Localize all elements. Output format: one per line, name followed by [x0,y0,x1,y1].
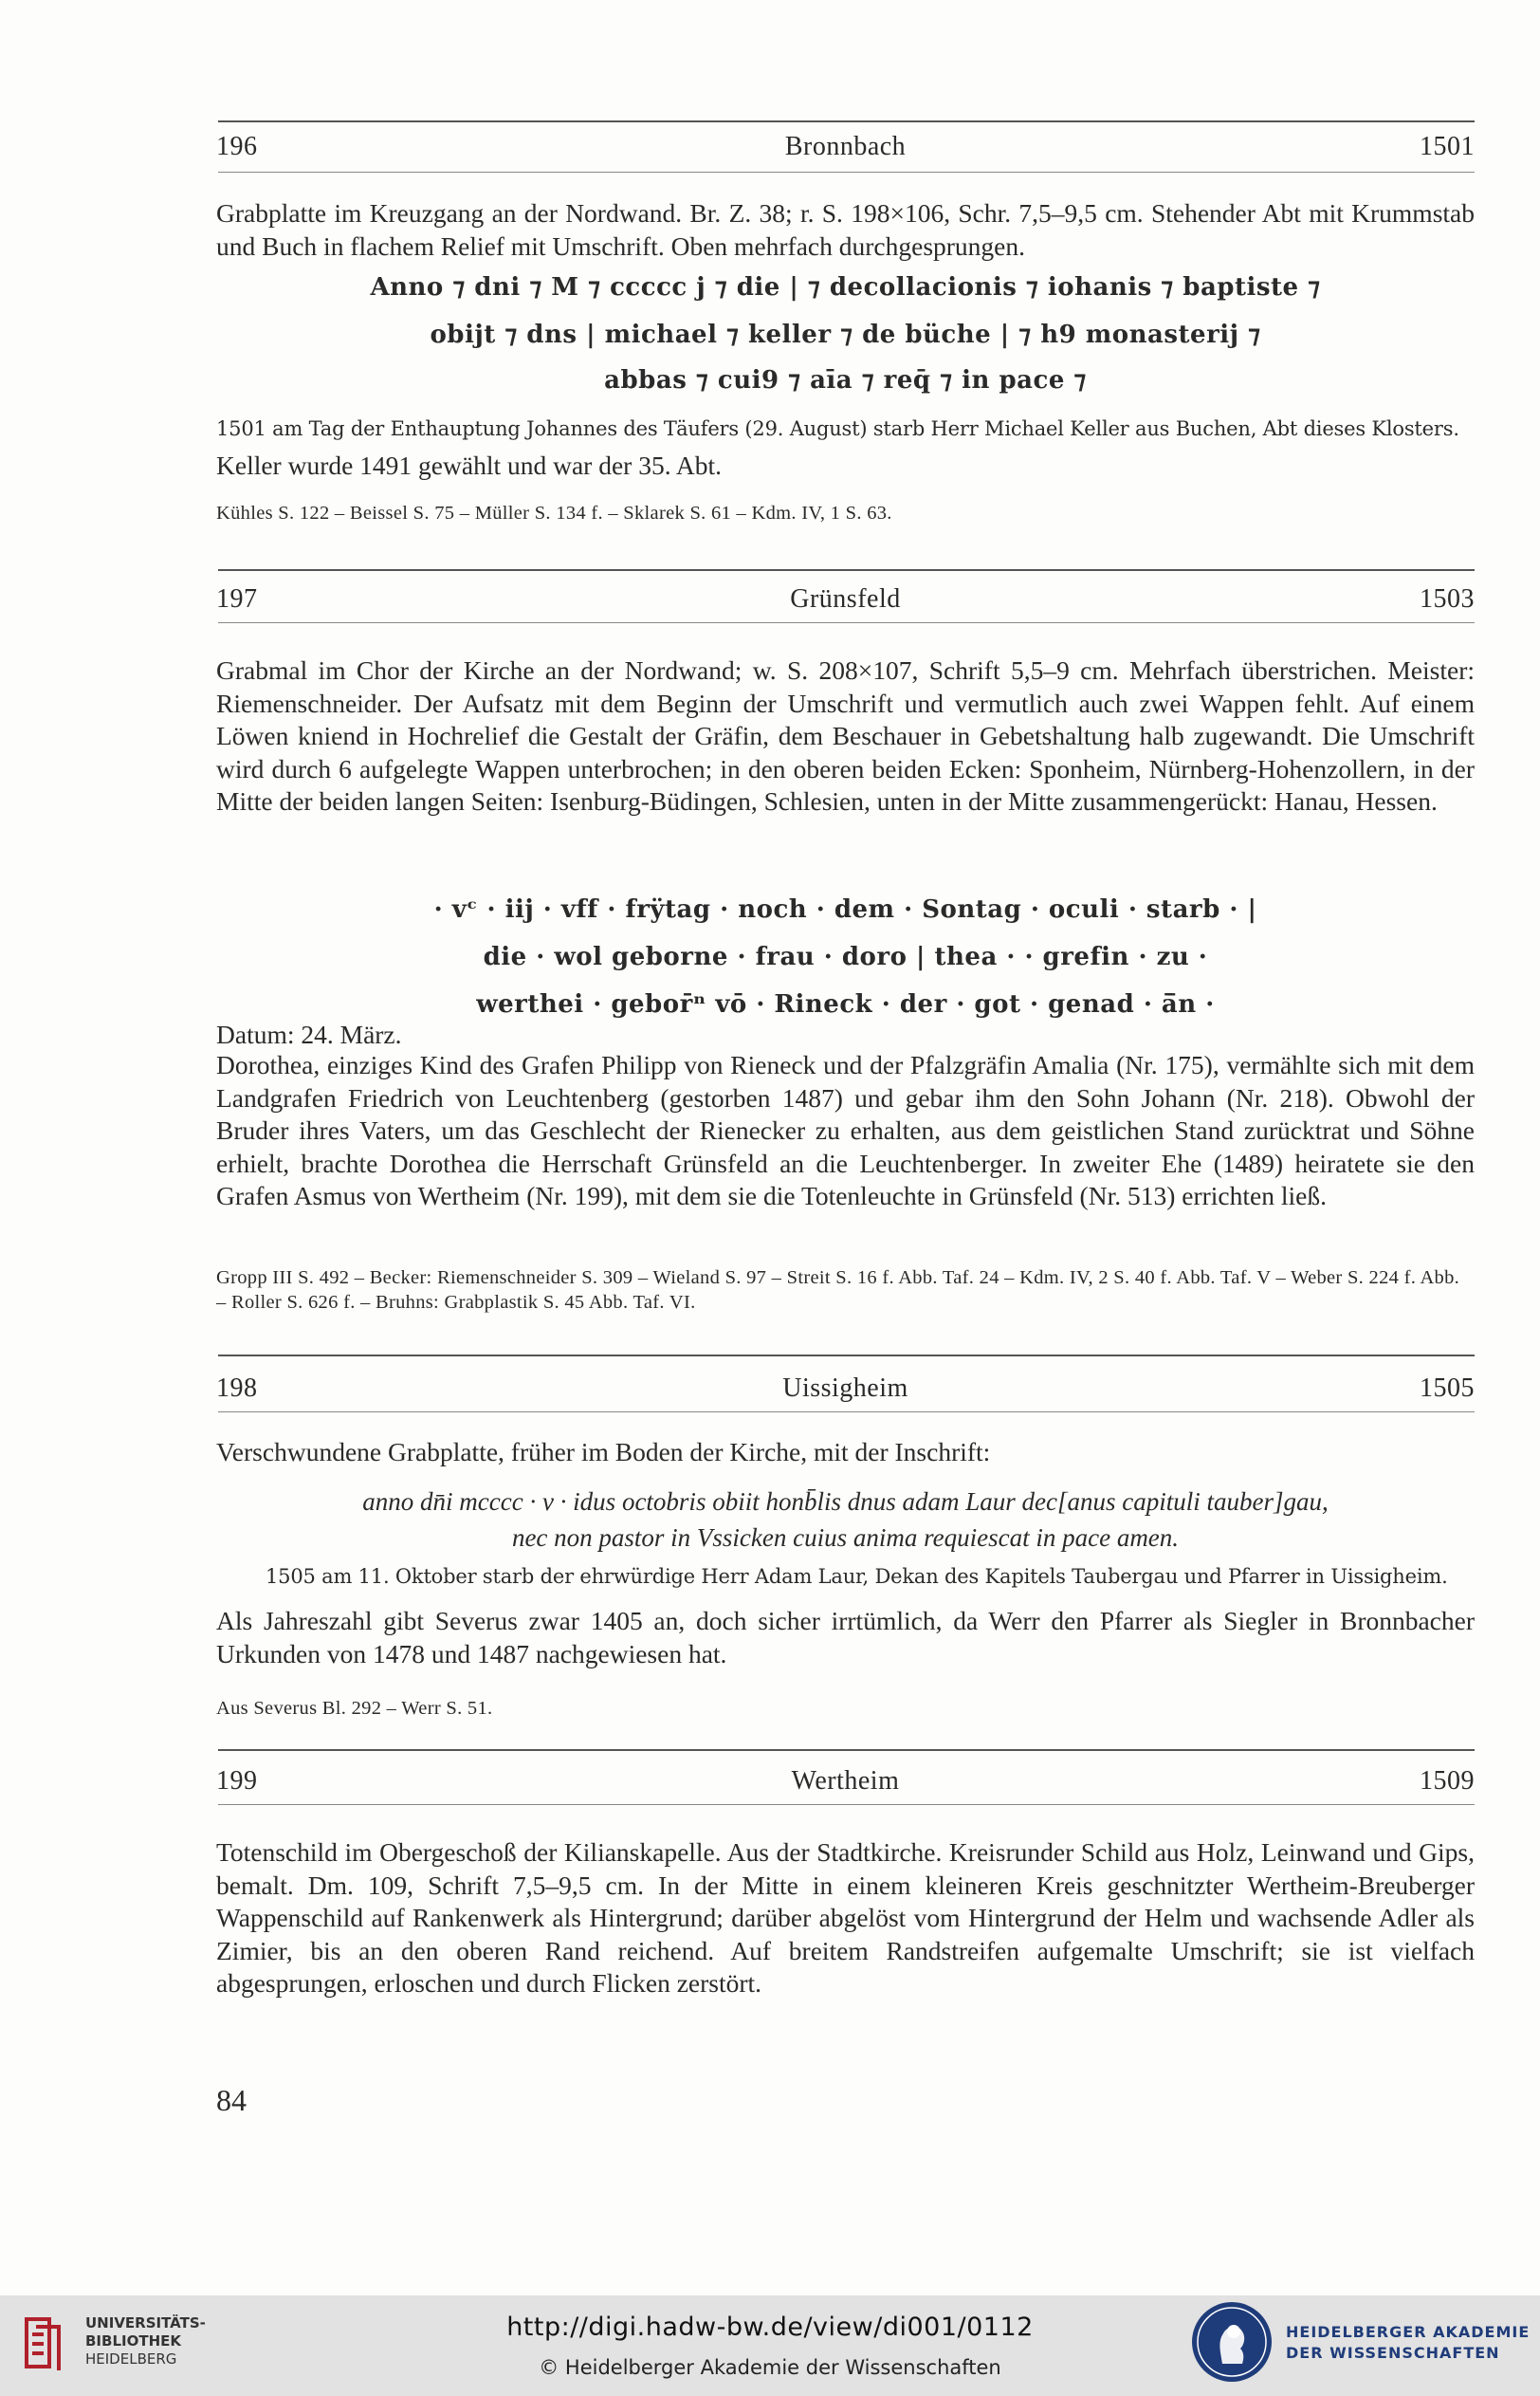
entry-description: Totenschild im Obergeschoß der Kilianskapelle. Aus der Stadtkirche. Kreisrunder Schild aus Holz, Leinwand und Gips, bemalt. Dm. 109, Schrift 7,5–9,5 cm. In der Mitte in einem kleineren Kreis geschnitzter Wertheim-Breuberger Wappenschild auf Rankenwerk als Hintergrund; darüber abgelöst vom Hintergrund der Helm und wachsende Adler als Zimier, bis an den oberen Rand reichend. Auf breitem Randstreifen aufgemalte Umschrift; sie ist vielfach abgesprungen, erloschen und durch Flicken zerstört. [216,1837,1475,1998]
academy-name: HEIDELBERGER AKADEMIE DER WISSENSCHAFTEN [1286,2323,1531,2362]
literature-references: Kühles S. 122 – Beissel S. 75 – Müller S. 134 f. – Sklarek S. 61 – Kdm. IV, 1 S. 63. [216,503,892,524]
entry-note: Keller wurde 1491 gewählt und war der 35. Abt. [216,451,723,480]
inscription-translation: 1501 am Tag der Enthauptung Johannes des Täufers (29. August) starb Herr Michael Keller aus Buchen, Abt dieses Klosters. [216,417,1459,440]
page-number: 84 [216,2083,247,2117]
section-rule [218,1804,1475,1805]
entry-year: 1509 [1420,1766,1475,1796]
entry-number: 199 [216,1766,258,1796]
inscription-line: abbas ⁊ cui9 ⁊ aīa ⁊ req̄ ⁊ in pace ⁊ [604,366,1087,395]
entry-number: 198 [216,1373,258,1403]
section-rule [218,120,1475,122]
entry-year: 1505 [1420,1373,1475,1403]
inscription-line: die · wol geborne · frau · doro | thea · · grefin · zu · [483,943,1208,971]
entry-year: 1503 [1420,584,1475,614]
inscription-translation: 1505 am 11. Oktober starb der ehrwürdige Herr Adam Laur, Dekan des Kapitels Taubergau und Pfarrer in Uissigheim. [266,1565,1448,1588]
entry-description: Verschwundene Grabplatte, früher im Boden der Kirche, mit der Inschrift: [216,1437,991,1466]
section-rule [218,1411,1475,1412]
entry-place: Bronnbach [784,132,907,161]
university-library-logo-icon[interactable] [17,2312,74,2374]
university-library-name: UNIVERSITÄTS- BIBLIOTHEK HEIDELBERG [85,2314,206,2368]
section-rule [218,622,1475,623]
entry-year: 1501 [1420,132,1475,161]
inscription-line: werthei · gebor̄ⁿ vō · Rineck · der · got · genad · ā̄n · [476,990,1215,1019]
section-rule [218,1355,1475,1356]
entry-number: 197 [216,584,258,614]
latin-inscription-line: nec non pastor in Vssicken cuius anima requiescat in pace amen. [511,1523,1180,1552]
copyright-notice: © Heidelberger Akademie der Wissenschaften [539,2356,1001,2379]
literature-references: Aus Severus Bl. 292 – Werr S. 51. [216,1698,493,1719]
entry-body: Dorothea, einziges Kind des Grafen Philipp von Rieneck und der Pfalzgräfin Amalia (Nr. 175), vermählte sich mit dem Landgrafen Friedrich von Leuchtenberg (gestorben 1487) und gebar ihm den Sohn Johann (Nr. 218). Obwohl der Bruder ihres Vaters, um das Geschlecht der Rienecker zu erhalten, aus dem geistlichen Stand zurücktrat und Söhne erhielt, brachte Dorothea die Herrschaft Grünsfeld an die Leuchtenberger. In zweiter Ehe (1489) heiratete sie den Grafen Asmus von Wertheim (Nr. 199), mit dem sie die Totenleuchte in Grünsfeld (Nr. 513) errichten ließ. [216,1050,1475,1210]
literature-references: Gropp III S. 492 – Becker: Riemenschneider S. 309 – Wieland S. 97 – Streit S. 16 f. Abb. Taf. 24 – Kdm. IV, 2 S. 40 f. Abb. Taf. V – Weber S. 224 f. Abb. – Roller S. 626 f. – Bruhns: Grabplastik S. 45 Abb. Taf. VI. [216,1267,1460,1313]
entry-place: Wertheim [791,1766,900,1796]
inscription-date: Datum: 24. März. [216,1020,402,1049]
section-rule [218,569,1475,571]
entry-place: Uissigheim [782,1373,908,1403]
section-rule [218,1749,1475,1751]
entry-description: Grabplatte im Kreuzgang an der Nordwand. Br. Z. 38; r. S. 198×106, Schr. 7,5–9,5 cm. Stehender Abt mit Krummstab und Buch in flachem Relief mit Umschrift. Oben mehrfach durchgesprungen. [216,198,1475,261]
entry-description: Grabmal im Chor der Kirche an der Nordwand; w. S. 208×107, Schrift 5,5–9 cm. Mehrfach überstrichen. Meister: Riemenschneider. Der Aufsatz mit dem Beginn der Umschrift und vermutlich auch zwei Wappen fehlt. Auf einem Löwen kniend in Hochrelief die Gestalt der Gräfin, dem Beschauer in Gebetshaltung halb zugewandt. Die Umschrift wird durch 6 aufgelegte Wappen unterbrochen; in den oberen beiden Ecken: Sponheim, Nürnberg-Hohenzollern, in der Mitte der beiden langen Seiten: Isenburg-Büdingen, Schlesien, unten in der Mitte zusammengerückt: Hanau, Hessen. [216,655,1475,816]
inscription-line: · vᶜ · iij · vff · frÿtag · noch · dem · Sontag · oculi · starb · | [433,895,1257,924]
entry-number: 196 [216,132,258,161]
entry-body: Als Jahreszahl gibt Severus zwar 1405 an, doch sicher irrtümlich, da Werr den Pfarrer als Siegler in Bronnbacher Urkunden von 1478 und 1487 nachgewiesen hat. [216,1606,1475,1668]
latin-inscription-line: anno dn̄i mcccc · v · idus octobris obiit honb̄lis dnus adam Laur dec[anus capituli tauber]gau, [362,1487,1329,1516]
inscription-line: Anno ⁊ dni ⁊ M ⁊ ccccc j ⁊ die | ⁊ decollacionis ⁊ iohanis ⁊ baptiste ⁊ [370,273,1321,302]
academy-seal-icon[interactable] [1189,2299,1274,2385]
inscription-line: obijt ⁊ dns | michael ⁊ keller ⁊ de büche | ⁊ h9 monasterij ⁊ [430,321,1261,349]
entry-place: Grünsfeld [790,584,901,614]
permalink-url[interactable]: http://digi.hadw-bw.de/view/di001/0112 [506,2313,1034,2342]
section-rule [218,172,1475,173]
